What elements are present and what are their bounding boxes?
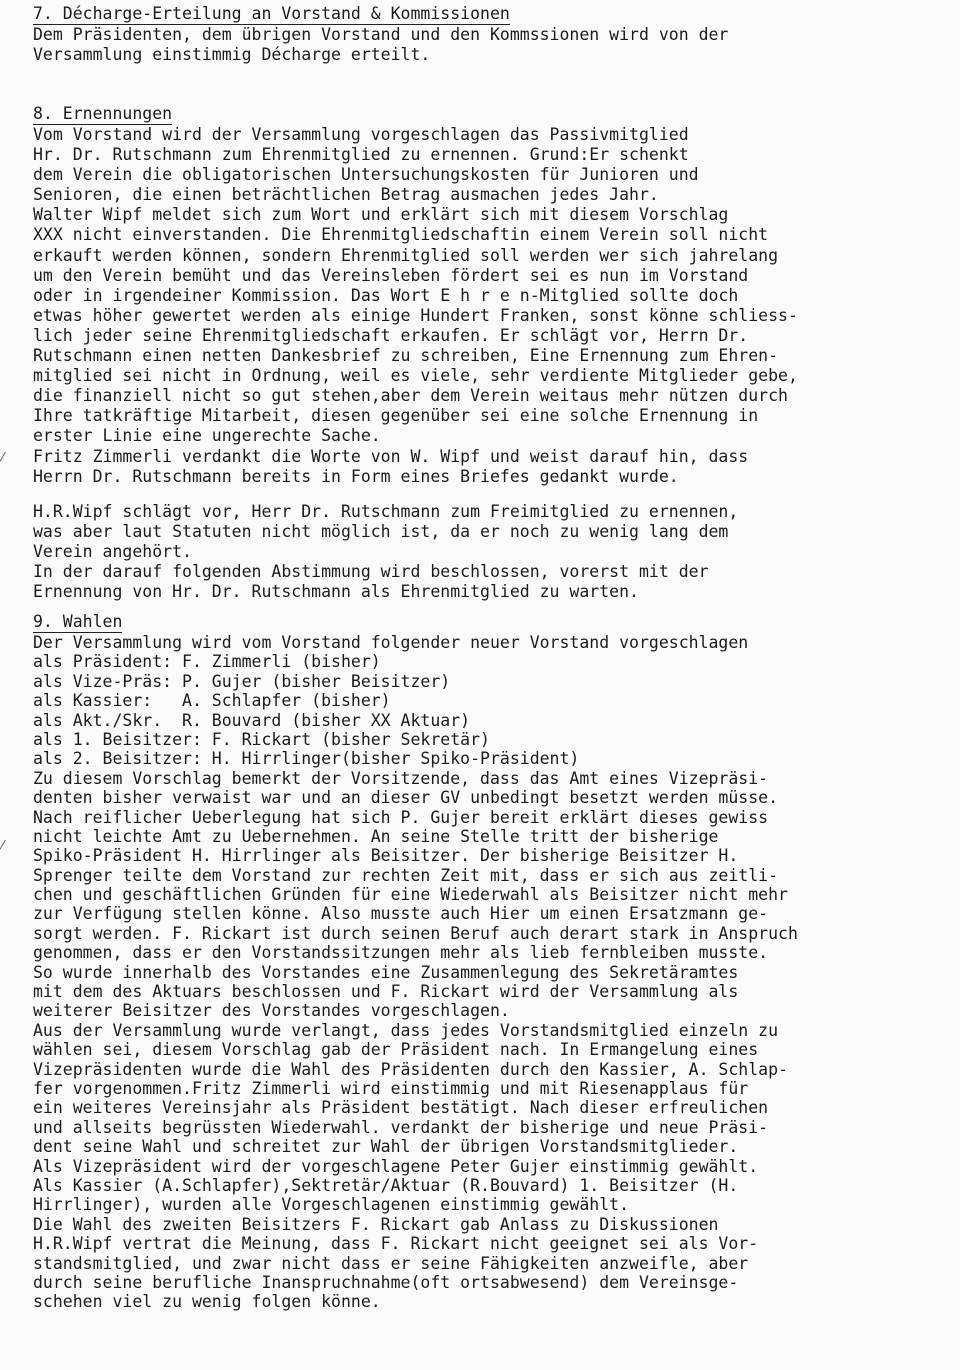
text-line: lich jeder seine Ehrenmitgliedschaft erkaufen. Er schlägt vor, Herrn Dr. (33, 325, 749, 345)
text-line: fer vorgenommen.Fritz Zimmerli wird einstimmig und mit Riesenapplaus für (33, 1078, 749, 1098)
text-line: standsmitglied, und zwar nicht dass er seine Fähigkeiten anzweifle, aber (33, 1253, 749, 1273)
section-8-continued (33, 502, 957, 602)
section-8 (33, 104, 957, 487)
text-line: Walter Wipf meldet sich zum Wort und erklärt sich mit diesem Vorschlag (33, 205, 729, 225)
text-line: In der darauf folgenden Abstimmung wird beschlossen, vorerst mit der (33, 562, 709, 582)
text-line: XXX nicht einverstanden. Die Ehrenmitgliedschaftin einem Verein soll nicht (33, 225, 769, 245)
text-line: was aber laut Statuten nicht möglich ist, da er noch zu wenig lang dem (33, 522, 729, 542)
text-line: Als Vizepräsident wird der vorgeschlagene Peter Gujer einstimmig gewählt. (33, 1156, 759, 1176)
text-line: Herrn Dr. Rutschmann bereits in Form eines Briefes gedankt wurde. (33, 466, 679, 486)
text-line: Die Wahl des zweiten Beisitzers F. Rickart gab Anlass zu Diskussionen (33, 1214, 719, 1234)
text-line: dem Verein die obligatorischen Untersuchungskosten für Junioren und (33, 165, 699, 185)
text-line: mitglied sei nicht in Ordnung, weil es viele, sehr verdiente Mitglieder gebe, (33, 366, 798, 386)
section-7 (33, 4, 957, 65)
text-line: Spiko-Präsident H. Hirrlinger als Beisitzer. Der bisherige Beisitzer H. (33, 846, 739, 866)
text-line: So wurde innerhalb des Vorstandes eine Zusammenlegung des Sekretäramtes (33, 962, 739, 982)
text-line: als Präsident: F. Zimmerli (bisher) (33, 652, 381, 672)
text-line: Dem Präsidenten, dem übrigen Vorstand und den Kommssionen wird von der (33, 25, 729, 44)
text-line: Als Kassier (A.Schlapfer),Sektretär/Aktuar (R.Bouvard) 1. Beisitzer (H. (33, 1175, 739, 1195)
text-line: die finanziell nicht so gut stehen,aber dem Verein weitaus mehr nützen durch (33, 386, 788, 406)
section-heading: 8. Ernennungen (33, 104, 173, 123)
text-line: zur Verfügung stellen könne. Also musste auch Hier um einen Ersatzmann ge- (33, 904, 769, 924)
text-line: erster Linie eine ungerechte Sache. (33, 426, 381, 446)
section-9 (33, 612, 957, 1331)
text-line: Hirrlinger), wurden alle Vorgeschlagenen einstimmig gewählt. (33, 1195, 630, 1215)
text-line: als Vize-Präs: P. Gujer (bisher Beisitzer) (33, 671, 451, 691)
margin-mark (0, 840, 14, 850)
text-line: Hr. Dr. Rutschmann zum Ehrenmitglied zu ernennen. Grund:Er schenkt (33, 145, 689, 165)
text-line: Versammlung einstimmig Décharge erteilt. (33, 45, 431, 65)
text-line: als 1. Beisitzer: F. Rickart (bisher Sekretär) (33, 729, 490, 749)
text-line: Sprenger teilte dem Vorstand zur rechten Zeit mit, dass er sich aus zeitli- (33, 865, 779, 885)
text-line: durch seine berufliche Inanspruchnahme(oft ortsabwesend) dem Vereinsge- (33, 1272, 739, 1292)
text-line: Der Versammlung wird vom Vorstand folgender neuer Vorstand vorgeschlagen (33, 633, 749, 652)
text-line: schehen viel zu wenig folgen könne. (33, 1292, 381, 1312)
text-line: als 2. Beisitzer: H. Hirrlinger(bisher Spiko-Präsident) (33, 749, 580, 769)
text-line (33, 1312, 957, 1331)
text-line: Aus der Versammlung wurde verlangt, dass jedes Vorstandsmitglied einzeln zu (33, 1020, 779, 1040)
text-line: Zu diesem Vorschlag bemerkt der Vorsitzende, dass das Amt eines Vizepräsi- (33, 768, 769, 788)
text-line: Vom Vorstand wird der Versammlung vorgeschlagen das Passivmitglied (33, 125, 689, 144)
text-line: Vizepräsidenten wurde die Wahl des Präsidenten durch den Kassier, A. Schlap- (33, 1059, 788, 1079)
text-line: mit dem des Aktuars beschlossen und F. Rickart wird der Versammlung als (33, 982, 739, 1002)
text-line: H.R.Wipf vertrat die Meinung, dass F. Rickart nicht geeignet sei als Vor- (33, 1234, 759, 1254)
text-line: Ihre tatkräftige Mitarbeit, diesen gegenüber sei eine solche Ernennung in (33, 406, 759, 426)
text-line: chen und geschäftlichen Gründen für eine Wiederwahl als Beisitzer nicht mehr (33, 885, 788, 905)
text-line: als Kassier: A. Schlapfer (bisher) (33, 691, 391, 711)
text-line: um den Verein bemüht und das Vereinsleben fördert sei es nun im Vorstand (33, 265, 749, 285)
text-line: genommen, dass er den Vorstandssitzungen mehr als lieb fernbleiben musste. (33, 943, 769, 963)
text-line: Ernennung von Hr. Dr. Rutschmann als Ehrenmitglied zu warten. (33, 582, 639, 602)
text-line: Rutschmann einen netten Dankesbrief zu schreiben, Eine Ernennung zum Ehren- (33, 346, 779, 366)
text-line: nicht leichte Amt zu Uebernehmen. An seine Stelle tritt der bisherige (33, 826, 719, 846)
text-line: oder in irgendeiner Kommission. Das Wort E h r e n-Mitglied sollte doch (33, 285, 739, 305)
text-line: denten bisher verwaist war und an dieser GV unbedingt besetzt werden müsse. (33, 788, 779, 808)
text-line: dent seine Wahl und schreitet zur Wahl der übrigen Vorstandsmitglieder. (33, 1137, 739, 1157)
text-line: etwas höher gewertet werden als einige Hundert Franken, sonst könne schliess- (33, 305, 798, 325)
text-line: Verein angehört. (33, 542, 192, 562)
text-line: Fritz Zimmerli verdankt die Worte von W. Wipf und weist darauf hin, dass (33, 446, 749, 466)
text-line: weiterer Beisitzer des Vorstandes vorgeschlagen. (33, 1001, 510, 1021)
text-line: und allseits begrüssten Wiederwahl. verdankt der bisherige und neue Präsi- (33, 1117, 769, 1137)
text-line: Nach reiflicher Ueberlegung hat sich P. Gujer bereit erklärt dieses gewiss (33, 807, 769, 827)
text-line: wählen sei, diesem Vorschlag gab der Präsident nach. In Ermangelung eines (33, 1040, 759, 1060)
section-heading: 7. Décharge-Erteilung an Vorstand & Kommissionen (33, 4, 510, 23)
text-line: H.R.Wipf schlägt vor, Herr Dr. Rutschmann zum Freimitglied zu ernennen, (33, 502, 739, 521)
text-line: erkauft werden können, sondern Ehrenmitglied soll werden wer sich jahrelang (33, 245, 779, 265)
text-line: sorgt werden. F. Rickart ist durch seinen Beruf auch derart stark in Anspruch (33, 923, 798, 943)
text-line: Senioren, die einen beträchtlichen Betrag ausmachen jedes Jahr. (33, 185, 659, 205)
text-line: als Akt./Skr. R. Bouvard (bisher XX Aktuar) (33, 710, 471, 730)
margin-mark (0, 452, 14, 462)
section-heading: 9. Wahlen (33, 612, 123, 631)
text-line: ein weiteres Vereinsjahr als Präsident bestätigt. Nach dieser erfreulichen (33, 1098, 769, 1118)
